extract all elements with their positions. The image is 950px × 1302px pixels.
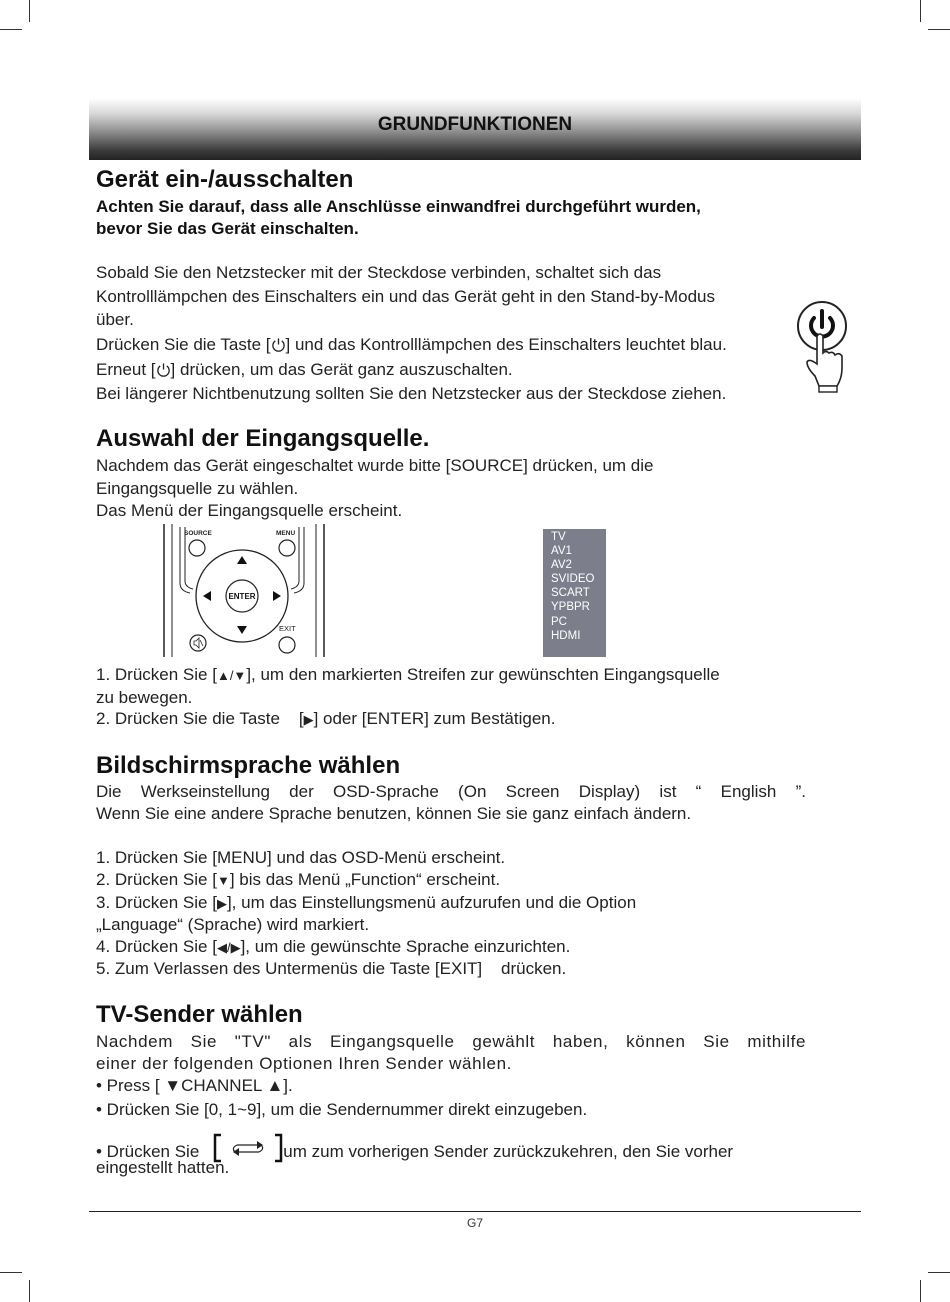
paragraph-line: Die Werkseinstellung der OSD-Sprache (On Screen Display) ist “ English ”. — [96, 782, 806, 801]
paragraph-line: Eingangsquelle zu wählen. — [96, 479, 299, 498]
step-line — [96, 869, 500, 892]
text-fragment: Drücken Sie die Taste [ — [96, 335, 271, 354]
bullet-line: • Press [ ▼CHANNEL ▲]. — [96, 1076, 293, 1095]
warning-line: bevor Sie das Gerät einschalten. — [96, 219, 359, 238]
step-line — [96, 664, 720, 687]
page-title: GRUNDFUNKTIONEN — [377, 114, 573, 135]
menu-item: PC — [551, 615, 567, 628]
right-arrow-icon: ▶ — [303, 712, 314, 727]
text-fragment: ], um die gewünschte Sprache einzurichten. — [240, 937, 571, 956]
paragraph-line: Bei längerer Nichtbenutzung sollten Sie den Netzstecker aus der Steckdose ziehen. — [96, 384, 727, 403]
text-fragment: Erneut [ — [96, 360, 156, 379]
menu-item: SCART — [551, 587, 590, 600]
section-heading-power: Gerät ein-/ausschalten — [96, 166, 354, 193]
step-line: 1. Drücken Sie [MENU] und das OSD-Menü erscheint. — [96, 848, 506, 867]
source-key-label: SOURCE — [184, 530, 212, 537]
step-line: „Language“ (Sprache) wird markiert. — [96, 915, 370, 934]
paragraph-line: über. — [96, 310, 134, 329]
text-fragment: ] oder [ENTER] zum Bestätigen. — [313, 709, 556, 728]
paragraph-line: Nachdem Sie "TV" als Eingangsquelle gewählt haben, können Sie mithilfe — [96, 1032, 806, 1051]
remote-control-illustration — [160, 521, 330, 661]
crop-mark — [0, 29, 22, 30]
crop-mark — [29, 1280, 30, 1302]
step-line: 5. Zum Verlassen des Untermenüs die Taste [EXIT] drücken. — [96, 959, 567, 978]
crop-mark — [0, 1272, 22, 1273]
crop-mark — [920, 0, 921, 22]
menu-item: HDMI — [551, 629, 581, 642]
text-fragment: ], um den markierten Streifen zur gewünschten Eingangsquelle — [246, 665, 720, 684]
menu-item: YPBPR — [551, 601, 590, 614]
paragraph-line: Nachdem das Gerät eingeschaltet wurde bitte [SOURCE] drücken, um die — [96, 456, 654, 475]
left-right-arrow-icon: ◀/▶ — [216, 940, 241, 955]
text-fragment: ] und das Kontrolllämpchen des Einschalters leuchtet blau. — [285, 335, 727, 354]
step-line — [96, 708, 555, 731]
menu-item: AV2 — [551, 559, 572, 572]
text-fragment: 2. Drücken Sie [ — [96, 870, 217, 889]
section-heading-source: Auswahl der Eingangsquelle. — [96, 425, 430, 452]
step-line: zu bewegen. — [96, 688, 193, 707]
input-source-menu — [543, 529, 606, 657]
paragraph-line — [96, 334, 727, 356]
text-fragment: ] bis das Menü „Function“ erscheint. — [229, 870, 501, 889]
header-bar — [89, 98, 861, 160]
text-fragment: 4. Drücken Sie [ — [96, 937, 217, 956]
crop-mark — [928, 1272, 950, 1273]
crop-mark — [928, 29, 950, 30]
step-line — [96, 892, 636, 915]
text-fragment: ], um das Einstellungsmenü aufzurufen und die Option — [226, 893, 637, 912]
up-down-arrow-icon: ▲/▼ — [216, 668, 247, 683]
text-fragment: ] drücken, um das Gerät ganz auszuschalten. — [170, 360, 513, 379]
text-fragment: 2. Drücken Sie die Taste [ — [96, 709, 304, 728]
power-button-hand-icon — [795, 298, 851, 396]
bullet-line: eingestellt hatten. — [96, 1158, 230, 1177]
text-fragment: 3. Drücken Sie [ — [96, 893, 217, 912]
paragraph-line: einer der folgenden Optionen Ihren Sender wählen. — [96, 1054, 512, 1073]
right-arrow-icon: ▶ — [216, 896, 227, 911]
paragraph-line: Wenn Sie eine andere Sprache benutzen, können Sie sie ganz einfach ändern. — [96, 804, 692, 823]
paragraph-line: Sobald Sie den Netzstecker mit der Steckdose verbinden, schaltet sich das — [96, 263, 662, 282]
crop-mark — [29, 0, 30, 22]
bullet-line: • Drücken Sie [0, 1~9], um die Sendernummer direkt einzugeben. — [96, 1100, 588, 1119]
power-icon — [156, 362, 171, 377]
enter-key-label: ENTER — [228, 592, 256, 601]
text-fragment: 1. Drücken Sie [ — [96, 665, 217, 684]
exit-key-label: EXIT — [279, 624, 296, 633]
page-number: G7 — [466, 1216, 483, 1230]
step-line — [96, 936, 570, 959]
text-fragment: um zum vorherigen Sender zurückzukehren, den Sie vorher — [283, 1142, 734, 1161]
paragraph-line: Das Menü der Eingangsquelle erscheint. — [96, 501, 403, 520]
power-icon — [271, 337, 286, 352]
warning-line: Achten Sie darauf, dass alle Anschlüsse einwandfrei durchgeführt wurden, — [96, 197, 701, 216]
menu-item: AV1 — [551, 545, 572, 558]
menu-item: TV — [551, 531, 566, 543]
crop-mark — [920, 1280, 921, 1302]
menu-key-label: MENU — [276, 530, 296, 537]
section-heading-language: Bildschirmsprache wählen — [96, 752, 401, 779]
paragraph-line: Kontrolllämpchen des Einschalters ein und das Gerät geht in den Stand-by-Modus — [96, 287, 715, 306]
paragraph-line — [96, 359, 513, 381]
section-heading-tv-channel: TV-Sender wählen — [96, 1001, 303, 1028]
text-fragment: • Drücken Sie — [96, 1142, 200, 1161]
down-arrow-icon: ▼ — [216, 873, 230, 888]
menu-item: SVIDEO — [551, 573, 595, 586]
footer-divider — [89, 1211, 861, 1212]
